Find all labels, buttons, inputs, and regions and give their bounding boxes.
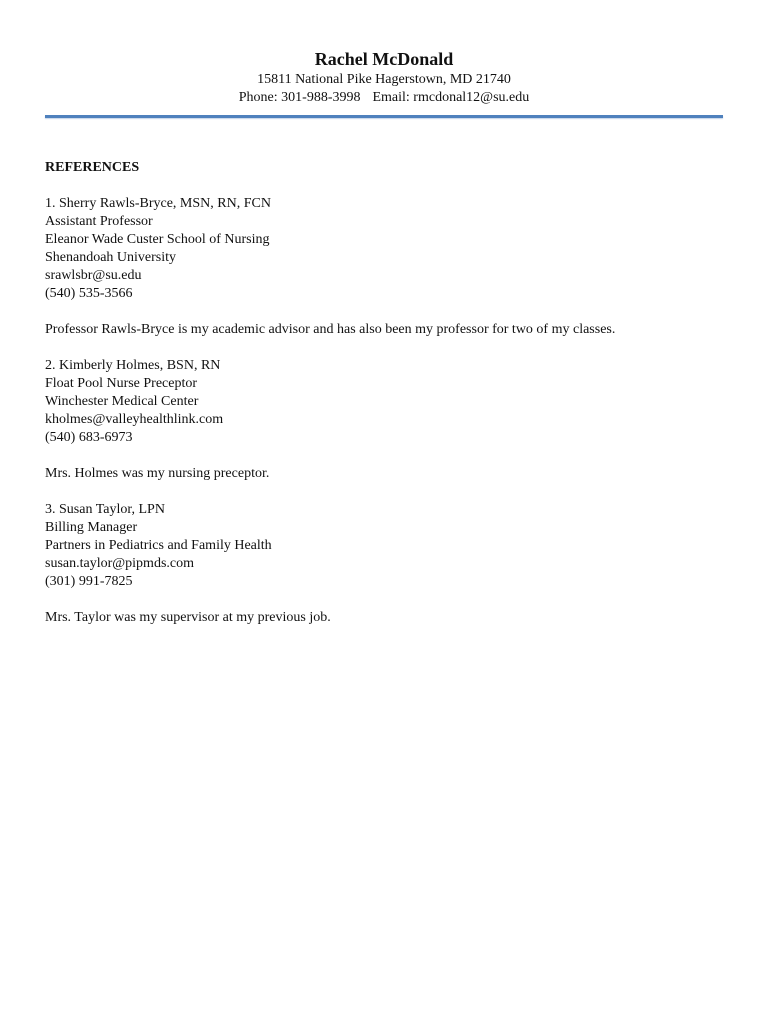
reference-email: srawlsbr@su.edu (45, 268, 142, 283)
section-title: REFERENCES (45, 160, 140, 175)
resume-header (0, 47, 768, 107)
reference-title: Assistant Professor (45, 214, 153, 229)
reference-phone: (540) 535-3566 (45, 286, 133, 301)
reference-organization: Winchester Medical Center (45, 394, 199, 409)
reference-title: Float Pool Nurse Preceptor (45, 376, 198, 391)
reference-title: Billing Manager (45, 520, 138, 535)
contact-info-line (0, 89, 768, 107)
reference-email: kholmes@valleyhealthlink.com (45, 412, 224, 427)
reference-1 (45, 195, 725, 303)
applicant-phone: Phone: 301-988-3998 (238, 90, 361, 105)
reference-phone: (540) 683-6973 (45, 430, 133, 445)
reference-phone: (301) 991-7825 (45, 574, 133, 589)
reference-organization-secondary: Shenandoah University (45, 250, 177, 265)
reference-name: 3. Susan Taylor, LPN (45, 502, 165, 517)
applicant-name: Rachel McDonald (314, 49, 454, 69)
reference-2 (45, 357, 725, 447)
reference-note: Mrs. Taylor was my supervisor at my previous job. (45, 610, 331, 625)
reference-note: Professor Rawls-Bryce is my academic advisor and has also been my professor for two of my classes. (45, 322, 616, 337)
reference-organization: Partners in Pediatrics and Family Health (45, 538, 272, 553)
references-section (45, 159, 725, 645)
reference-name: 1. Sherry Rawls-Bryce, MSN, RN, FCN (45, 196, 271, 211)
applicant-email: Email: rmcdonal12@su.edu (372, 90, 530, 105)
reference-note: Mrs. Holmes was my nursing preceptor. (45, 466, 270, 481)
applicant-address: 15811 National Pike Hagerstown, MD 21740 (257, 72, 511, 87)
header-divider (45, 115, 723, 118)
reference-name: 2. Kimberly Holmes, BSN, RN (45, 358, 221, 373)
reference-organization: Eleanor Wade Custer School of Nursing (45, 232, 270, 247)
reference-email: susan.taylor@pipmds.com (45, 556, 194, 571)
reference-3 (45, 501, 725, 591)
